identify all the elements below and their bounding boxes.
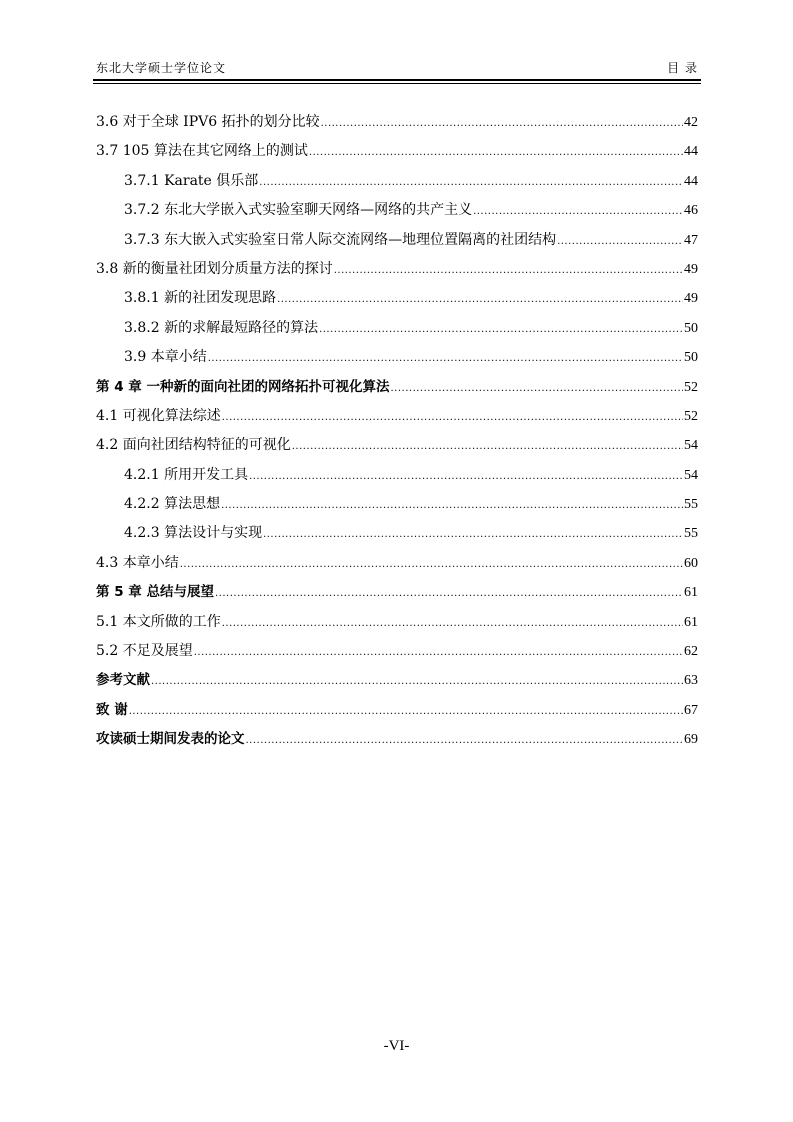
toc-entry[interactable] bbox=[96, 284, 698, 313]
page-number: -VI- bbox=[383, 1038, 410, 1054]
toc-entry[interactable] bbox=[96, 461, 698, 490]
toc-entry-page: 67 bbox=[684, 702, 698, 718]
toc-dot-leader bbox=[321, 109, 683, 138]
toc-entry[interactable] bbox=[96, 519, 698, 548]
toc-dot-leader bbox=[215, 579, 683, 608]
toc-dot-leader bbox=[334, 256, 683, 285]
toc-entry-title: 3.8.1 新的社团发现思路 bbox=[124, 290, 277, 307]
toc-dot-leader bbox=[246, 726, 684, 755]
toc-entry[interactable] bbox=[96, 373, 698, 402]
toc-entry-page: 50 bbox=[684, 320, 698, 336]
toc-entry-page: 61 bbox=[684, 585, 698, 601]
toc-entry-title: 3.9 本章小结 bbox=[124, 349, 207, 366]
toc-dot-leader bbox=[222, 403, 683, 432]
toc-entry[interactable] bbox=[96, 137, 698, 166]
toc-entry-title: 4.2.3 算法设计与实现 bbox=[124, 525, 263, 542]
toc-entry-title: 第 4 章 一种新的面向社团的网络拓扑可视化算法 bbox=[96, 378, 390, 395]
toc-entry-page: 44 bbox=[684, 173, 698, 189]
toc-entry[interactable] bbox=[96, 696, 698, 725]
toc-entry-page: 61 bbox=[684, 614, 698, 630]
toc-entry-page: 49 bbox=[684, 261, 698, 277]
toc-dot-leader bbox=[180, 550, 683, 579]
toc-entry-page: 55 bbox=[684, 497, 698, 513]
toc-dot-leader bbox=[151, 667, 683, 696]
toc-entry-page: 62 bbox=[684, 644, 698, 660]
toc-entry-page: 52 bbox=[684, 408, 698, 424]
toc-entry[interactable] bbox=[96, 431, 698, 460]
toc-entry[interactable] bbox=[96, 402, 698, 431]
toc-entry[interactable] bbox=[96, 314, 698, 343]
table-of-contents bbox=[96, 108, 698, 755]
toc-dot-leader bbox=[277, 285, 683, 314]
toc-entry-title: 第 5 章 总结与展望 bbox=[96, 584, 214, 601]
toc-entry[interactable] bbox=[96, 637, 698, 666]
toc-entry[interactable] bbox=[96, 666, 698, 695]
toc-entry-page: 63 bbox=[684, 673, 698, 689]
toc-entry[interactable] bbox=[96, 725, 698, 754]
toc-entry[interactable] bbox=[96, 167, 698, 196]
toc-entry[interactable] bbox=[96, 226, 698, 255]
toc-entry-page: 52 bbox=[684, 379, 698, 395]
toc-entry-page: 54 bbox=[684, 467, 698, 483]
header-section-title: 目 录 bbox=[667, 61, 698, 75]
toc-entry-title: 3.7.1 Karate 俱乐部 bbox=[124, 172, 259, 189]
toc-dot-leader bbox=[259, 168, 683, 197]
toc-entry-page: 54 bbox=[684, 438, 698, 454]
header-thesis-title: 东北大学硕士学位论文 bbox=[96, 61, 227, 75]
toc-entry-title: 3.8.2 新的求解最短路径的算法 bbox=[124, 319, 319, 336]
toc-entry-page: 55 bbox=[684, 526, 698, 542]
toc-entry-page: 60 bbox=[684, 555, 698, 571]
header-rule-thin bbox=[93, 83, 701, 84]
toc-entry-page: 47 bbox=[684, 232, 698, 248]
toc-dot-leader bbox=[221, 491, 683, 520]
toc-entry-title: 攻读硕士期间发表的论文 bbox=[96, 731, 245, 748]
toc-entry-title: 4.2.2 算法思想 bbox=[124, 496, 221, 513]
toc-dot-leader bbox=[129, 697, 683, 726]
toc-entry-title: 4.2 面向社团结构特征的可视化 bbox=[96, 437, 291, 454]
toc-entry[interactable] bbox=[96, 196, 698, 225]
running-header bbox=[96, 56, 698, 76]
toc-entry-page: 46 bbox=[684, 203, 698, 219]
toc-entry-title: 4.3 本章小结 bbox=[96, 554, 179, 571]
toc-entry-title: 5.1 本文所做的工作 bbox=[96, 613, 221, 630]
toc-entry[interactable] bbox=[96, 108, 698, 137]
toc-dot-leader bbox=[249, 462, 683, 491]
toc-entry-title: 参考文献 bbox=[96, 672, 150, 689]
toc-entry-title: 3.7.3 东大嵌入式实验室日常人际交流网络—地理位置隔离的社团结构 bbox=[124, 231, 557, 248]
toc-dot-leader bbox=[263, 520, 683, 549]
toc-dot-leader bbox=[309, 138, 683, 167]
toc-dot-leader bbox=[222, 609, 683, 638]
toc-entry[interactable] bbox=[96, 549, 698, 578]
toc-entry-page: 50 bbox=[684, 350, 698, 366]
toc-entry-title: 3.7.2 东北大学嵌入式实验室聊天网络—网络的共产主义 bbox=[124, 202, 473, 219]
toc-entry-title: 致 谢 bbox=[96, 701, 128, 718]
toc-entry-page: 49 bbox=[684, 291, 698, 307]
toc-entry-page: 44 bbox=[684, 144, 698, 160]
toc-entry[interactable] bbox=[96, 255, 698, 284]
toc-entry[interactable] bbox=[96, 490, 698, 519]
toc-entry[interactable] bbox=[96, 578, 698, 607]
header-rule-thick bbox=[93, 79, 701, 81]
toc-entry-title: 3.6 对于全球 IPV6 拓扑的划分比较 bbox=[96, 114, 320, 130]
toc-entry[interactable] bbox=[96, 608, 698, 637]
toc-dot-leader bbox=[557, 227, 683, 256]
toc-entry[interactable] bbox=[96, 343, 698, 372]
toc-entry-title: 3.7 105 算法在其它网络上的测试 bbox=[96, 143, 308, 160]
toc-entry-title: 5.2 不足及展望 bbox=[96, 643, 193, 660]
toc-dot-leader bbox=[391, 374, 684, 403]
toc-dot-leader bbox=[319, 315, 683, 344]
toc-entry-page: 69 bbox=[684, 732, 698, 748]
toc-entry-page: 42 bbox=[684, 115, 698, 130]
toc-dot-leader bbox=[473, 197, 683, 226]
toc-dot-leader bbox=[208, 344, 683, 373]
toc-dot-leader bbox=[292, 432, 683, 461]
toc-entry-title: 3.8 新的衡量社团划分质量方法的探讨 bbox=[96, 260, 333, 277]
toc-entry-title: 4.1 可视化算法综述 bbox=[96, 407, 221, 424]
toc-dot-leader bbox=[194, 638, 683, 667]
toc-entry-title: 4.2.1 所用开发工具 bbox=[124, 466, 249, 483]
